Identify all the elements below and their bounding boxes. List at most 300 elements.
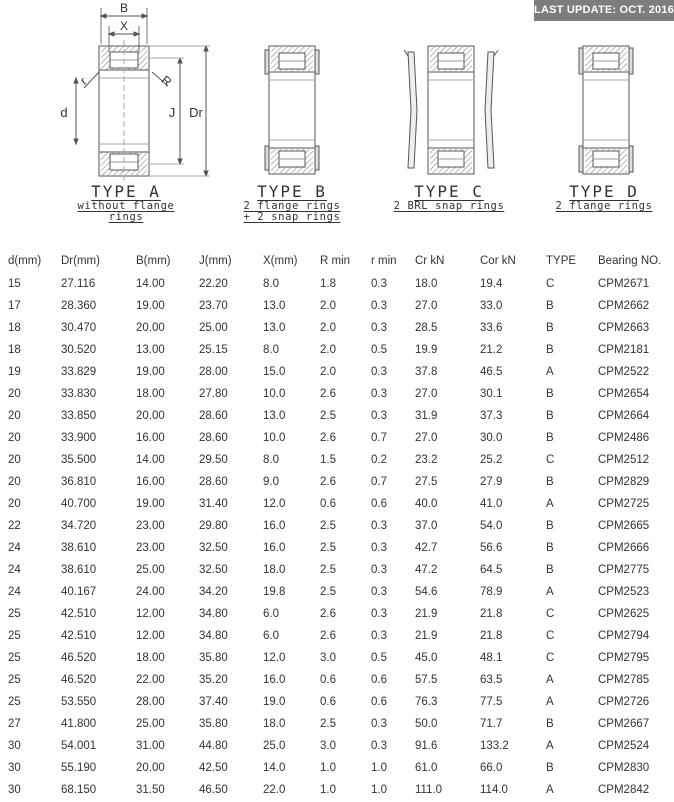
table-cell: 68.150 — [61, 784, 97, 796]
table-cell: 54.0 — [480, 520, 503, 532]
table-row — [8, 735, 662, 757]
table-cell: CPM2842 — [598, 784, 650, 796]
table-cell: 27.9 — [480, 476, 503, 488]
table-cell: B — [546, 300, 554, 312]
table-cell: 45.0 — [415, 652, 438, 664]
table-cell: 16.0 — [263, 542, 286, 554]
table-cell: 25.00 — [199, 322, 228, 334]
table-cell: 30 — [8, 784, 21, 796]
table-cell: 0.6 — [320, 696, 336, 708]
table-cell: CPM2726 — [598, 696, 650, 708]
table-cell: 42.7 — [415, 542, 438, 554]
dim-b-label: B — [119, 1, 129, 15]
table-cell: 21.2 — [480, 344, 503, 356]
table-row — [8, 493, 662, 515]
table-cell: 41.0 — [480, 498, 503, 510]
table-cell: B — [546, 542, 554, 554]
column-header: TYPE — [546, 255, 577, 267]
table-cell: A — [546, 696, 554, 708]
table-row — [8, 471, 662, 493]
table-cell: 18 — [8, 344, 21, 356]
table-cell: 78.9 — [480, 586, 503, 598]
type-d-subtitle: 2 flange rings — [555, 200, 653, 212]
table-cell: 19.00 — [136, 366, 165, 378]
table-row — [8, 713, 662, 735]
table-cell: 12.0 — [263, 498, 286, 510]
table-cell: 29.80 — [199, 520, 228, 532]
type-b-title: TYPE B — [257, 182, 327, 201]
table-cell: 0.6 — [320, 498, 336, 510]
table-cell: 32.50 — [199, 564, 228, 576]
table-cell: 1.5 — [320, 454, 336, 466]
table-cell: 6.0 — [263, 630, 279, 642]
table-cell: 56.6 — [480, 542, 503, 554]
table-cell: 25 — [8, 608, 21, 620]
table-cell: 42.510 — [61, 630, 97, 642]
table-cell: 25.15 — [199, 344, 228, 356]
table-cell: 31.00 — [136, 740, 165, 752]
table-cell: 46.5 — [480, 366, 503, 378]
table-cell: 12.00 — [136, 630, 165, 642]
table-cell: 14.00 — [136, 454, 165, 466]
table-cell: 0.3 — [371, 388, 387, 400]
table-cell: 17 — [8, 300, 21, 312]
table-cell: 2.6 — [320, 630, 336, 642]
table-cell: CPM2785 — [598, 674, 650, 686]
table-cell: 46.520 — [61, 674, 97, 686]
table-row — [8, 339, 662, 361]
table-cell: 47.2 — [415, 564, 438, 576]
table-cell: 20.00 — [136, 322, 165, 334]
table-cell: 6.0 — [263, 608, 279, 620]
type-d-label — [546, 182, 662, 212]
table-row — [8, 559, 662, 581]
table-cell: 2.5 — [320, 520, 336, 532]
column-header: Bearing NO. — [598, 255, 662, 267]
table-cell: 57.5 — [415, 674, 438, 686]
table-cell: 30 — [8, 740, 21, 752]
column-header: R min — [320, 255, 351, 267]
table-cell: 2.6 — [320, 608, 336, 620]
table-cell: B — [546, 718, 554, 730]
table-cell: 20 — [8, 476, 21, 488]
table-cell: CPM2830 — [598, 762, 650, 774]
table-cell: 21.8 — [480, 630, 503, 642]
table-cell: 22.0 — [263, 784, 286, 796]
table-cell: 18.00 — [136, 388, 165, 400]
table-cell: 16.0 — [263, 520, 286, 532]
table-cell: 9.0 — [263, 476, 279, 488]
table-cell: 33.900 — [61, 432, 97, 444]
dim-x-label: X — [119, 19, 129, 33]
table-cell: 133.2 — [480, 740, 509, 752]
table-cell: 0.3 — [371, 322, 387, 334]
table-cell: 20 — [8, 410, 21, 422]
column-header: B(mm) — [136, 255, 171, 267]
table-cell: 61.0 — [415, 762, 438, 774]
table-cell: 33.850 — [61, 410, 97, 422]
type-a-drawing — [74, 8, 210, 182]
table-cell: 37.40 — [199, 696, 228, 708]
table-cell: 29.50 — [199, 454, 228, 466]
table-row — [8, 317, 662, 339]
table-cell: C — [546, 278, 555, 290]
table-cell: A — [546, 674, 554, 686]
type-d-drawing — [579, 46, 633, 174]
table-row — [8, 669, 662, 691]
table-cell: 34.20 — [199, 586, 228, 598]
table-cell: 24 — [8, 564, 21, 576]
table-cell: 0.6 — [371, 696, 387, 708]
table-cell: 27.5 — [415, 476, 438, 488]
table-cell: 1.0 — [320, 762, 336, 774]
table-cell: 2.5 — [320, 410, 336, 422]
table-cell: 0.5 — [371, 344, 387, 356]
table-cell: 0.7 — [371, 476, 387, 488]
table-cell: 25.2 — [480, 454, 503, 466]
table-cell: 19.8 — [263, 586, 286, 598]
table-cell: CPM2512 — [598, 454, 650, 466]
table-cell: 2.0 — [320, 322, 336, 334]
table-cell: 8.0 — [263, 454, 279, 466]
table-cell: 63.5 — [480, 674, 503, 686]
table-row — [8, 295, 662, 317]
table-cell: 28.60 — [199, 432, 228, 444]
table-cell: 31.9 — [415, 410, 438, 422]
table-cell: 21.8 — [480, 608, 503, 620]
table-cell: 40.0 — [415, 498, 438, 510]
table-cell: CPM2829 — [598, 476, 650, 488]
table-cell: CPM2666 — [598, 542, 650, 554]
table-cell: 35.80 — [199, 652, 228, 664]
table-cell: B — [546, 564, 554, 576]
type-b-subtitle-2: + 2 snap rings — [243, 211, 341, 223]
table-cell: 19.00 — [136, 498, 165, 510]
column-header: Dr(mm) — [61, 255, 100, 267]
table-cell: CPM2523 — [598, 586, 650, 598]
dim-big-r-label: R — [158, 72, 175, 90]
table-cell: 31.40 — [199, 498, 228, 510]
dim-d-label: d — [60, 105, 68, 120]
table-cell: 18.0 — [263, 564, 286, 576]
table-cell: B — [546, 762, 554, 774]
table-cell: 2.6 — [320, 388, 336, 400]
table-row — [8, 405, 662, 427]
table-cell: 35.20 — [199, 674, 228, 686]
table-cell: 46.520 — [61, 652, 97, 664]
table-cell: 27 — [8, 718, 21, 730]
table-cell: 31.50 — [136, 784, 165, 796]
table-cell: 53.550 — [61, 696, 97, 708]
table-row — [8, 515, 662, 537]
table-cell: 19.0 — [263, 696, 286, 708]
table-cell: 22.20 — [199, 278, 228, 290]
table-cell: 24 — [8, 542, 21, 554]
table-cell: 37.8 — [415, 366, 438, 378]
table-cell: 0.6 — [371, 498, 387, 510]
table-cell: 22 — [8, 520, 21, 532]
table-cell: 41.800 — [61, 718, 97, 730]
table-cell: 0.3 — [371, 718, 387, 730]
table-row — [8, 427, 662, 449]
table-cell: 14.0 — [263, 762, 286, 774]
table-cell: 36.810 — [61, 476, 97, 488]
table-row — [8, 383, 662, 405]
table-cell: 1.0 — [371, 784, 387, 796]
table-cell: CPM2486 — [598, 432, 650, 444]
type-c-subtitle: 2 BRL snap rings — [393, 200, 505, 212]
table-cell: 25.00 — [136, 564, 165, 576]
table-cell: B — [546, 322, 554, 334]
table-cell: 32.50 — [199, 542, 228, 554]
type-c-title: TYPE C — [414, 182, 484, 201]
table-row — [8, 757, 662, 779]
table-cell: 25.0 — [263, 740, 286, 752]
table-cell: 24.00 — [136, 586, 165, 598]
table-cell: 33.830 — [61, 388, 97, 400]
table-cell: 111.0 — [415, 784, 443, 796]
table-cell: 0.7 — [371, 432, 387, 444]
table-cell: 1.0 — [371, 762, 387, 774]
table-cell: 0.3 — [371, 278, 387, 290]
table-cell: 28.00 — [199, 366, 228, 378]
table-cell: 27.0 — [415, 300, 438, 312]
table-cell: 19.4 — [480, 278, 503, 290]
table-cell: CPM2181 — [598, 344, 650, 356]
table-cell: 28.60 — [199, 410, 228, 422]
table-header-row — [8, 249, 662, 273]
table-cell: 33.0 — [480, 300, 503, 312]
table-cell: 20 — [8, 498, 21, 510]
table-cell: 30 — [8, 762, 21, 774]
table-cell: 71.7 — [480, 718, 503, 730]
table-row — [8, 537, 662, 559]
table-row — [8, 625, 662, 647]
table-cell: 77.5 — [480, 696, 503, 708]
table-cell: 0.3 — [371, 608, 387, 620]
table-row — [8, 273, 662, 295]
table-cell: 2.5 — [320, 718, 336, 730]
table-cell: 40.700 — [61, 498, 97, 510]
table-cell: 25 — [8, 674, 21, 686]
table-row — [8, 603, 662, 625]
table-cell: 19 — [8, 366, 21, 378]
table-cell: 66.0 — [480, 762, 503, 774]
table-cell: C — [546, 652, 555, 664]
table-cell: 25 — [8, 630, 21, 642]
dim-j-label: J — [168, 105, 176, 120]
column-header: Cor kN — [480, 255, 516, 267]
type-c-label — [386, 182, 512, 212]
dim-dr-label: Dr — [189, 105, 203, 120]
table-cell: 28.60 — [199, 476, 228, 488]
table-cell: CPM2522 — [598, 366, 650, 378]
table-cell: 0.6 — [320, 674, 336, 686]
table-cell: 30.1 — [480, 388, 503, 400]
table-cell: A — [546, 740, 554, 752]
table-cell: 10.0 — [263, 432, 286, 444]
table-cell: 27.80 — [199, 388, 228, 400]
table-cell: 0.3 — [371, 300, 387, 312]
table-cell: 16.00 — [136, 476, 165, 488]
table-cell: 2.6 — [320, 476, 336, 488]
table-cell: 50.0 — [415, 718, 438, 730]
type-b-label — [228, 182, 356, 223]
table-cell: 0.3 — [371, 366, 387, 378]
table-cell: 8.0 — [263, 278, 279, 290]
table-cell: 22.00 — [136, 674, 165, 686]
table-cell: 2.6 — [320, 432, 336, 444]
table-cell: CPM2795 — [598, 652, 650, 664]
table-cell: 55.190 — [61, 762, 97, 774]
table-cell: 64.5 — [480, 564, 503, 576]
table-cell: 0.3 — [371, 740, 387, 752]
table-cell: 8.0 — [263, 344, 279, 356]
table-cell: 38.610 — [61, 542, 97, 554]
table-cell: 2.0 — [320, 366, 336, 378]
table-cell: 0.3 — [371, 630, 387, 642]
table-row — [8, 361, 662, 383]
table-cell: 27.116 — [61, 278, 96, 290]
table-cell: 24 — [8, 586, 21, 598]
table-cell: 25.00 — [136, 718, 165, 730]
table-cell: 38.610 — [61, 564, 97, 576]
table-cell: 23.2 — [415, 454, 438, 466]
table-cell: 0.6 — [371, 674, 387, 686]
table-cell: 28.5 — [415, 322, 438, 334]
table-cell: CPM2671 — [598, 278, 650, 290]
table-cell: 76.3 — [415, 696, 438, 708]
table-cell: 1.8 — [320, 278, 336, 290]
column-header: r min — [371, 255, 397, 267]
last-update-badge: LAST UPDATE: OCT. 2016 — [534, 0, 674, 21]
table-cell: 44.80 — [199, 740, 228, 752]
table-cell: B — [546, 388, 554, 400]
table-cell: 20.00 — [136, 762, 165, 774]
table-cell: 15 — [8, 278, 21, 290]
table-cell: 0.3 — [371, 586, 387, 598]
table-cell: CPM2725 — [598, 498, 650, 510]
table-cell: A — [546, 586, 554, 598]
table-cell: 18.00 — [136, 652, 165, 664]
table-row — [8, 581, 662, 603]
table-cell: 21.9 — [415, 630, 438, 642]
table-cell: 20.00 — [136, 410, 165, 422]
table-cell: CPM2663 — [598, 322, 650, 334]
table-cell: 0.5 — [371, 652, 387, 664]
table-cell: 28.360 — [61, 300, 97, 312]
column-header: X(mm) — [263, 255, 298, 267]
table-cell: 13.0 — [263, 300, 286, 312]
table-cell: 33.6 — [480, 322, 503, 334]
table-cell: 0.3 — [371, 564, 387, 576]
table-cell: B — [546, 520, 554, 532]
table-cell: 33.829 — [61, 366, 97, 378]
table-cell: 91.6 — [415, 740, 438, 752]
type-c-drawing — [404, 46, 498, 174]
table-cell: 2.5 — [320, 586, 336, 598]
table-cell: 114.0 — [480, 784, 508, 796]
table-cell: 3.0 — [320, 652, 336, 664]
table-cell: C — [546, 454, 555, 466]
table-cell: 0.3 — [371, 520, 387, 532]
table-cell: 35.80 — [199, 718, 228, 730]
table-cell: 27.0 — [415, 388, 438, 400]
table-cell: 15.0 — [263, 366, 286, 378]
type-d-title: TYPE D — [569, 182, 639, 201]
table-cell: 23.00 — [136, 520, 165, 532]
table-cell: 23.70 — [199, 300, 228, 312]
table-cell: 25 — [8, 652, 21, 664]
table-cell: 14.00 — [136, 278, 165, 290]
type-a-title: TYPE A — [91, 182, 161, 201]
table-cell: A — [546, 366, 554, 378]
table-cell: 16.00 — [136, 432, 165, 444]
table-cell: CPM2775 — [598, 564, 650, 576]
table-cell: C — [546, 630, 555, 642]
column-header: d(mm) — [8, 255, 42, 267]
table-cell: 20 — [8, 432, 21, 444]
table-cell: CPM2665 — [598, 520, 650, 532]
table-cell: 12.00 — [136, 608, 165, 620]
table-cell: 20 — [8, 454, 21, 466]
type-b-drawing — [265, 46, 319, 174]
table-cell: 30.520 — [61, 344, 97, 356]
table-cell: 1.0 — [320, 784, 336, 796]
table-cell: C — [546, 608, 555, 620]
table-cell: 19.9 — [415, 344, 438, 356]
column-header: J(mm) — [199, 255, 232, 267]
table-cell: 13.0 — [263, 322, 286, 334]
table-row — [8, 647, 662, 669]
table-cell: 30.470 — [61, 322, 97, 334]
table-cell: CPM2667 — [598, 718, 650, 730]
table-cell: 54.001 — [61, 740, 97, 752]
table-cell: 0.3 — [371, 542, 387, 554]
table-cell: 2.5 — [320, 564, 336, 576]
table-cell: 34.80 — [199, 608, 228, 620]
table-cell: 34.720 — [61, 520, 97, 532]
table-cell: 18.0 — [415, 278, 438, 290]
table-cell: 13.00 — [136, 344, 165, 356]
table-cell: 48.1 — [480, 652, 503, 664]
table-cell: CPM2524 — [598, 740, 650, 752]
table-cell: B — [546, 432, 554, 444]
table-cell: 42.510 — [61, 608, 97, 620]
table-cell: 3.0 — [320, 740, 336, 752]
table-cell: 37.3 — [480, 410, 503, 422]
table-cell: CPM2654 — [598, 388, 650, 400]
table-cell: 35.500 — [61, 454, 97, 466]
table-cell: 18.0 — [263, 718, 286, 730]
table-cell: B — [546, 344, 554, 356]
table-cell: 12.0 — [263, 652, 286, 664]
type-b-subtitle-1: 2 flange rings — [243, 200, 341, 212]
table-cell: CPM2794 — [598, 630, 650, 642]
table-cell: CPM2664 — [598, 410, 650, 422]
column-header: Cr kN — [415, 255, 445, 267]
table-cell: 21.9 — [415, 608, 438, 620]
table-row — [8, 691, 662, 713]
table-cell: 18 — [8, 322, 21, 334]
table-body — [8, 273, 662, 801]
table-cell: 27.0 — [415, 432, 438, 444]
table-cell: 42.50 — [199, 762, 228, 774]
table-cell: 54.6 — [415, 586, 438, 598]
table-cell: 2.0 — [320, 300, 336, 312]
table-cell: 0.2 — [371, 454, 387, 466]
table-cell: 20 — [8, 388, 21, 400]
